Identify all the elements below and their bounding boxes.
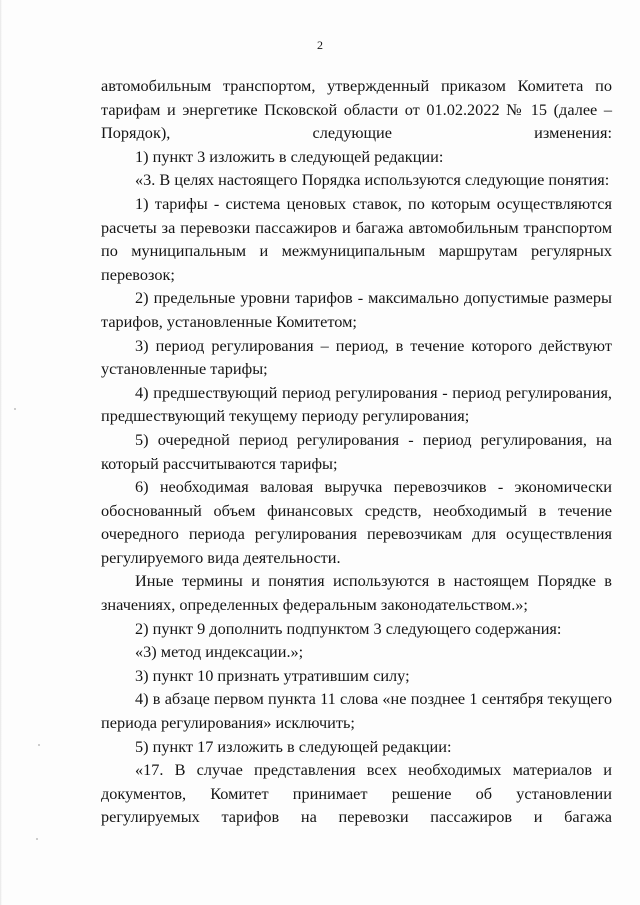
paragraph-def-gross-revenue: 6) необходимая валовая выручка перевозчиков - экономически обоснованный объем финансовых средств, необходимый в течение очередного периода регулирования перевозчикам для осуществления регулируемого вида деятельности.	[101, 477, 612, 567]
paragraph-item-2: 2) пункт 9 дополнить подпунктом 3 следующего содержания:	[135, 618, 562, 638]
paragraph-clause-17: «17. В случае представления всех необходимых материалов и документов, Комитет принимает решение об установлении регулируемых тарифов на перевозки пассажиров и багажа	[101, 760, 612, 827]
paragraph-item-4: 4) в абзаце первом пункта 11 слова «не позднее 1 сентября текущего периода регулирования» исключить;	[101, 689, 612, 733]
scan-edge-shadow	[0, 0, 2, 905]
paragraph-def-tariffs: 1) тарифы - система ценовых ставок, по которым осуществляются расчеты за перевозки пассажиров и багажа автомобильным транспортом по муниципальным и межмуниципальным маршрутам регулярных перевозок;	[101, 193, 612, 284]
paragraph-def-next-period: 5) очередной период регулирования - период регулирования, на который рассчитываются тарифы;	[101, 429, 612, 473]
paragraph-def-limit-levels: 2) предельные уровни тарифов - максимально допустимые размеры тарифов, установленные Комитетом;	[101, 288, 612, 331]
paragraph-clause-3: «3. В целях настоящего Порядка используются следующие понятия:	[135, 170, 610, 190]
paragraph-item-5: 5) пункт 17 изложить в следующей редакции:	[135, 736, 452, 756]
paragraph-item-1: 1) пункт 3 изложить в следующей редакции:	[135, 146, 444, 166]
scan-speck	[14, 408, 16, 410]
paragraph-intro: автомобильным транспортом, утвержденный приказом Комитета по тарифам и энергетике Псковской области от 01.02.2022 № 15 (далее – Порядок), следующие изменения:	[101, 76, 612, 143]
paragraph-item-3: 3) пункт 10 признать утратившим силу;	[135, 665, 410, 685]
document-body	[101, 74, 612, 829]
page-number: 2	[317, 38, 323, 52]
scan-speck	[38, 744, 40, 746]
paragraph-def-regulation-period: 3) период регулирования – период, в течение которого действуют установленные тарифы;	[101, 335, 612, 379]
paragraph-indexation: «3) метод индексации.»;	[135, 642, 304, 662]
paragraph-other-terms: Иные термины и понятия используются в настоящем Порядке в значениях, определенных федеральным законодательством.»;	[101, 571, 612, 615]
scan-speck	[36, 838, 38, 840]
paragraph-def-previous-period: 4) предшествующий период регулирования - период регулирования, предшествующий текущему периоду регулирования;	[101, 382, 612, 426]
